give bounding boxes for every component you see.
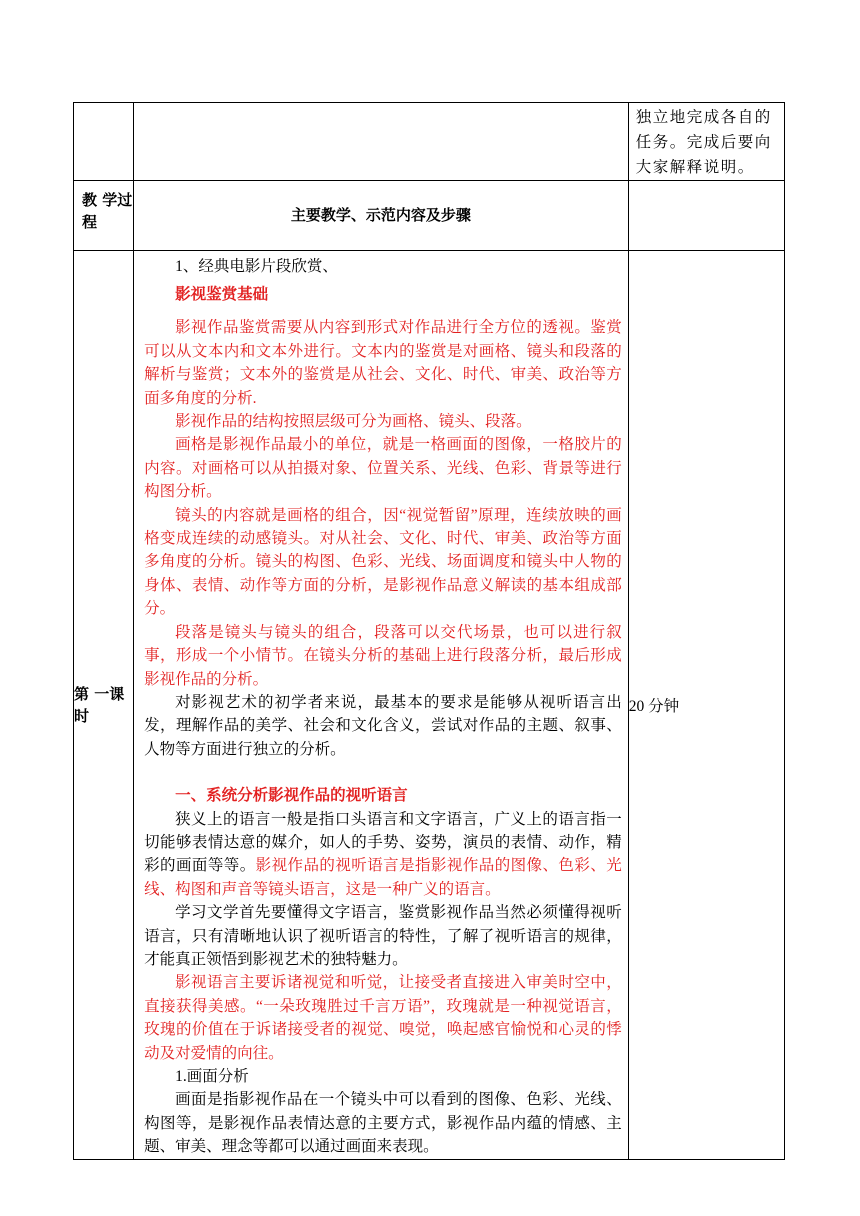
table-row (74, 251, 785, 1160)
paragraph (144, 808, 622, 902)
lesson-plan-table (73, 102, 785, 1160)
section-heading: 影视鉴赏基础 (175, 286, 269, 304)
paragraph: 影视语言主要诉诸视觉和听觉，让接受者直接进入审美时空中，直接获得美感。“一朵玫瑰胜过千言万语”，玫瑰就是一种视觉语言，玫瑰的价值在于诉诸接受者的视觉、嗅觉，唤起感官愉悦和心灵的悸动及对爱情的向往。 (144, 974, 622, 1062)
empty-cell (628, 181, 784, 251)
paragraph: 1.画面分析 (175, 1068, 249, 1085)
paragraph-black-part: 狭义上的语言一般是指口头语言和文字语言，广义上的语言指一切能够表情达意的媒介，如人的手势、姿势，演员的表情、动作，精彩的画面等等。 (144, 810, 622, 875)
content-header-cell (134, 181, 629, 251)
task-note-cell (628, 103, 784, 181)
paragraph: 画格是影视作品最小的单位，就是一格画面的图像，一格胶片的内容。对画格可以从拍摄对象、位置关系、光线、色彩、背景等进行构图分析。 (144, 436, 622, 501)
paragraph-red-part: 影视作品的视听语言是指影视作品的图像、色彩、光线、构图和声音等镜头语言，这是一种广义的语言。 (144, 857, 622, 898)
paragraph: 对影视艺术的初学者来说，最基本的要求是能够从视听语言出发，理解作品的美学、社会和文化含义，尝试对作品的主题、叙事、人物等方面进行独立的分析。 (144, 693, 622, 758)
section-heading: 一、系统分析影视作品的视听语言 (175, 787, 408, 805)
time-label: 20 分钟 (628, 697, 680, 715)
lesson-content (134, 251, 628, 1159)
lesson-cell (74, 251, 134, 1160)
paragraph: 画面是指影视作品在一个镜头中可以看到的图像、色彩、光线、构图等，是影视作品表情达意的主要方式，影视作品内蕴的情感、主题、审美、理念等都可以通过画面来表现。 (144, 1091, 622, 1156)
header-row (74, 181, 785, 251)
paragraph: 1、经典电影片段欣赏、 (175, 258, 338, 275)
paragraph: 影视作品鉴赏需要从内容到形式对作品进行全方位的透视。鉴赏可以从文本内和文本外进行。文本内的鉴赏是对画格、镜头和段落的解析与鉴赏；文本外的鉴赏是从社会、文化、时代、审美、政治等方面多角度的分析. (144, 319, 622, 407)
table-row (74, 103, 785, 181)
content-header: 主要教学、示范内容及步骤 (290, 206, 471, 224)
time-cell (628, 251, 784, 1160)
empty-cell (74, 103, 134, 181)
paragraph: 学习文学首先要懂得文字语言，鉴赏影视作品当然必须懂得视听语言，只有清晰地认识了视听语言的特性，了解了视听语言的规律，才能真正领悟到影视艺术的独特魅力。 (144, 904, 622, 968)
paragraph: 镜头的内容就是画格的组合，因“视觉暂留”原理，连续放映的画格变成连续的动感镜头。对从社会、文化、时代、审美、政治等方面多角度的分析。镜头的构图、色彩、光线、场面调度和镜头中人物的身体、表情、动作等方面的分析，是影视作品意义解读的基本组成部分。 (144, 506, 622, 618)
lesson-label: 第 一课时 (74, 684, 125, 725)
process-header: 教 学过程 (82, 191, 133, 231)
task-note-text: 独立地完成各自的任务。完成后要向大家解释说明。 (635, 109, 772, 176)
process-header-cell (74, 181, 134, 251)
paragraph: 影视作品的结构按照层级可分为画格、镜头、段落。 (175, 413, 532, 431)
paragraph: 段落是镜头与镜头的组合，段落可以交代场景，也可以进行叙事，形成一个小情节。在镜头分析的基础上进行段落分析，最后形成影视作品的分析。 (144, 623, 622, 688)
empty-cell (134, 103, 629, 181)
content-cell (134, 251, 629, 1160)
